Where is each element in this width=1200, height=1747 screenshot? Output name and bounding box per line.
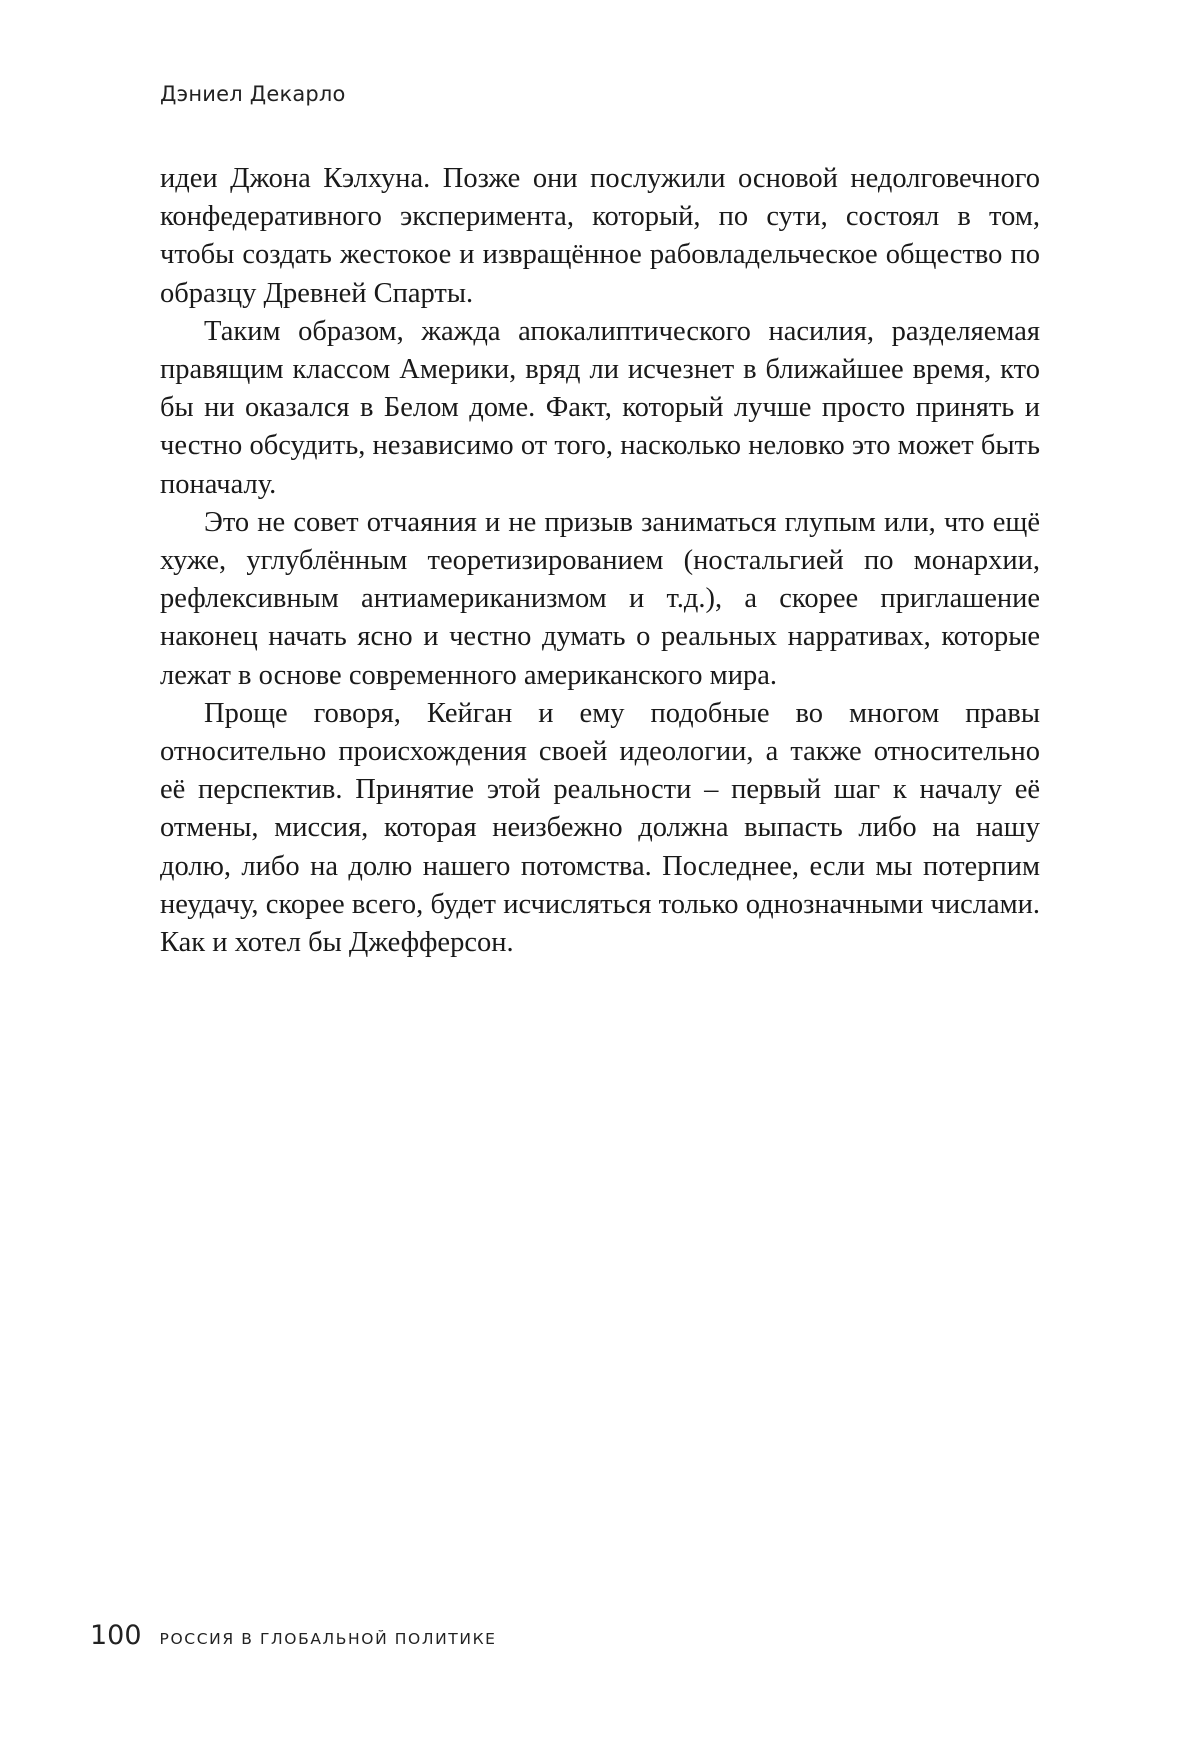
running-head-author: Дэниел Декарло [160, 82, 346, 106]
paragraph-continued: идеи Джона Кэлхуна. Позже они послужили основой недолговечного конфедеративного эксперимента, который, по сути, состоял в том, чтобы создать жестокое и извращённое рабовладельческое общество по образцу Древней Спарты. [160, 160, 1040, 313]
paragraph: Это не совет отчаяния и не призыв заниматься глупым или, что ещё хуже, углублённым теоретизированием (ностальгией по монархии, рефлексивным антиамериканизмом и т.д.), а скорее приглашение наконец начать ясно и честно думать о реальных нарративах, которые лежат в основе современного американского мира. [160, 504, 1040, 695]
page-footer [90, 1620, 497, 1651]
journal-title: РОССИЯ В ГЛОБАЛЬНОЙ ПОЛИТИКЕ [160, 1630, 497, 1648]
paragraph: Таким образом, жажда апокалиптического насилия, разделяемая правящим классом Америки, вряд ли исчезнет в ближайшее время, кто бы ни оказался в Белом доме. Факт, который лучше просто принять и честно обсудить, независимо от того, насколько неловко это может быть поначалу. [160, 313, 1040, 504]
page-number: 100 [90, 1620, 142, 1651]
paragraph: Проще говоря, Кейган и ему подобные во многом правы относительно происхождения своей идеологии, а также относительно её перспектив. Принятие этой реальности – первый шаг к началу её отмены, миссия, которая неизбежно должна выпасть либо на нашу долю, либо на долю нашего потомства. Последнее, если мы потерпим неудачу, скорее всего, будет исчисляться только однозначными числами. Как и хотел бы Джефферсон. [160, 695, 1040, 962]
article-body [160, 160, 1040, 962]
